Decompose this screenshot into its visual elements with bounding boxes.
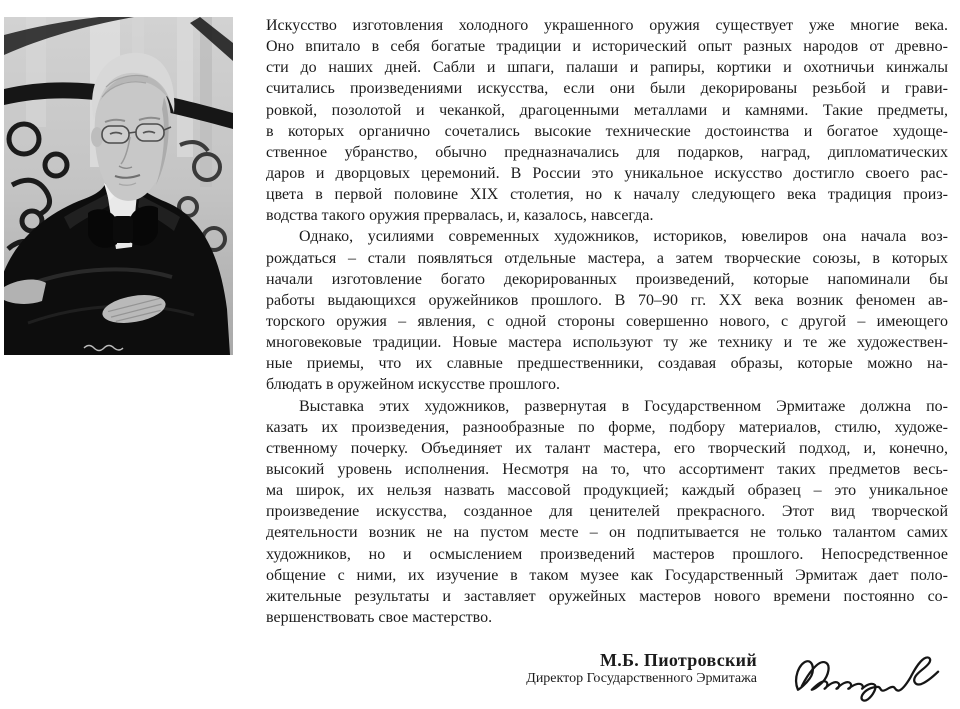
text-line: вершенствовать свое мастерство.: [266, 608, 493, 626]
text-line: цвета в первой половине XIX столетия, но к началу следующего века традиция произ-: [266, 186, 948, 204]
text-line: даров и дворцовых церемоний. В России это уникальное искусство достигло своего рас-: [266, 164, 948, 182]
text-line: ные приемы, что их славные предшественники, создавая образы, которые можно на-: [266, 355, 948, 373]
signatory-name: М.Б. Пиотровский: [600, 650, 757, 670]
text-line: Однако, усилиями современных художников, историков, ювелиров она начала воз-: [299, 228, 948, 246]
text-line: произведение искусства, созданное для ценителей прекрасного. Этот вид творческой: [266, 503, 948, 521]
text-line: считались произведениями искусства, если они были декорированы резьбой и грави-: [266, 80, 948, 98]
text-line: сти до наших дней. Сабли и шпаги, палаши и рапиры, кортики и охотничьи кинжалы: [266, 59, 948, 77]
text-line: общение с ними, их изучение в таком музее как Государственный Эрмитаж дает поло-: [266, 566, 948, 584]
text-line: деятельности возник не на пустом месте – он подпитывается не только талантом самих: [266, 524, 948, 542]
text-line: ственное убранство, обычно предназначались для подарков, наград, дипломатических: [266, 143, 948, 161]
text-line: многовековые традиции. Новые мастера используют ту же технику и те же художествен-: [266, 334, 948, 352]
foreword-text: [266, 15, 948, 628]
text-line: казать их произведения, разнообразные по форме, подбору материалов, стилю, художе-: [266, 418, 948, 436]
text-line: торского оружия – явления, с одной стороны совершенно нового, с другой – имеющего: [266, 312, 948, 330]
paragraph-2: [266, 226, 948, 395]
text-line: в которых органично сочетались высокие технические достоинства и богатое худоще-: [266, 122, 948, 140]
text-line: рождаться – стали появляться отдельные мастера, а затем творческие союзы, в которых: [266, 249, 948, 267]
paragraph-3: [266, 396, 948, 629]
text-line: ственному почерку. Объединяет их талант мастера, его творческий подход, и, конечно,: [266, 439, 948, 457]
signature-block: [440, 650, 757, 687]
text-line: высокий уровень исполнения. Несмотря на то, что ассортимент таких предметов весь-: [266, 460, 948, 478]
handwritten-signature: [792, 648, 946, 703]
signatory-title: Директор Государственного Эрмитажа: [526, 671, 757, 686]
portrait-illustration: [4, 17, 233, 355]
text-line: жительные результаты и заставляет оружейных мастеров нового времени постоянно со-: [266, 587, 948, 605]
text-line: ровкой, позолотой и чеканкой, драгоценными металлами и камнями. Такие предметы,: [266, 101, 948, 119]
text-line: ма широк, их нельзя назвать массовой продукцией; каждый образец – это уникальное: [266, 482, 948, 500]
text-line: Оно впитало в себя богатые традиции и исторический опыт разных народов от древно-: [266, 38, 948, 56]
text-line: Искусство изготовления холодного украшенного оружия существует уже многие века.: [266, 17, 948, 34]
text-line: блюдать в оружейном искусстве прошлого.: [266, 376, 561, 394]
text-line: работы выдающихся оружейников прошлого. В 70–90 гг. XX века возник феномен ав-: [266, 291, 948, 309]
autograph-strokes: [792, 648, 946, 703]
text-line: начали изготовление богато декорированных произведений, которые напоминали бы: [266, 270, 948, 288]
text-line: художников, но и осмыслением произведений мастеров прошлого. Непосредственное: [266, 545, 948, 563]
portrait-photo: [4, 17, 233, 355]
text-line: водства такого оружия прервалась, и, казалось, навсегда.: [266, 207, 654, 225]
paragraph-1: [266, 15, 948, 226]
text-line: Выставка этих художников, развернутая в Государственном Эрмитаже должна по-: [299, 397, 948, 415]
